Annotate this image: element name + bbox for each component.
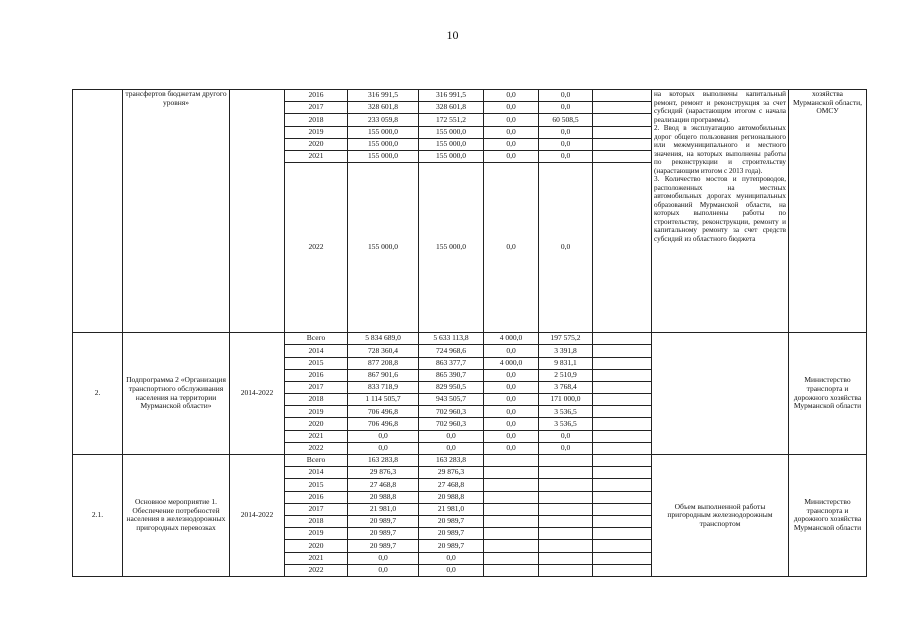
total-cell: 706 496,8: [348, 406, 419, 418]
extra-funding-cell: [593, 406, 652, 418]
indicators-cell: [652, 333, 789, 455]
regional-budget-cell: 155 000,0: [419, 163, 484, 333]
local-budget-cell: 0,0: [539, 102, 593, 114]
extra-funding-cell: [593, 503, 652, 515]
row-number-cell: [73, 90, 123, 333]
regional-budget-cell: 163 283,8: [419, 455, 484, 467]
extra-funding-cell: [593, 552, 652, 564]
extra-funding-cell: [593, 479, 652, 491]
program-table: [72, 89, 867, 577]
federal-budget-cell: 0,0: [484, 430, 539, 442]
regional-budget-cell: 20 989,7: [419, 515, 484, 527]
local-budget-cell: [539, 455, 593, 467]
table-body: [73, 90, 867, 577]
local-budget-cell: 9 831,1: [539, 357, 593, 369]
federal-budget-cell: [484, 515, 539, 527]
total-cell: 163 283,8: [348, 455, 419, 467]
total-cell: 328 601,8: [348, 102, 419, 114]
total-cell: 21 981,0: [348, 503, 419, 515]
year-cell: 2016: [285, 369, 348, 381]
regional-budget-cell: 943 505,7: [419, 394, 484, 406]
year-cell: 2021: [285, 552, 348, 564]
measure-name-cell: трансфертов бюджетам другого уровня»: [123, 90, 230, 333]
regional-budget-cell: 702 960,3: [419, 418, 484, 430]
local-budget-cell: 0,0: [539, 138, 593, 150]
extra-funding-cell: [593, 114, 652, 126]
year-cell: Всего: [285, 333, 348, 345]
local-budget-cell: [539, 467, 593, 479]
year-cell: 2020: [285, 418, 348, 430]
local-budget-cell: 0,0: [539, 163, 593, 333]
extra-funding-cell: [593, 455, 652, 467]
extra-funding-cell: [593, 430, 652, 442]
local-budget-cell: [539, 503, 593, 515]
local-budget-cell: 3 391,8: [539, 345, 593, 357]
extra-funding-cell: [593, 126, 652, 138]
total-cell: 27 468,8: [348, 479, 419, 491]
table-row: [73, 333, 867, 345]
year-cell: 2019: [285, 406, 348, 418]
total-cell: 155 000,0: [348, 126, 419, 138]
extra-funding-cell: [593, 150, 652, 162]
year-cell: 2021: [285, 150, 348, 162]
year-cell: 2017: [285, 381, 348, 393]
federal-budget-cell: 0,0: [484, 406, 539, 418]
year-cell: 2017: [285, 102, 348, 114]
extra-funding-cell: [593, 564, 652, 576]
regional-budget-cell: 155 000,0: [419, 126, 484, 138]
total-cell: 0,0: [348, 552, 419, 564]
regional-budget-cell: 172 551,2: [419, 114, 484, 126]
total-cell: 0,0: [348, 442, 419, 454]
federal-budget-cell: [484, 479, 539, 491]
federal-budget-cell: 0,0: [484, 150, 539, 162]
local-budget-cell: 2 510,9: [539, 369, 593, 381]
extra-funding-cell: [593, 357, 652, 369]
total-cell: 20 988,8: [348, 491, 419, 503]
total-cell: 29 876,3: [348, 467, 419, 479]
regional-budget-cell: 155 000,0: [419, 150, 484, 162]
regional-budget-cell: 20 988,8: [419, 491, 484, 503]
year-cell: 2018: [285, 114, 348, 126]
local-budget-cell: [539, 515, 593, 527]
extra-funding-cell: [593, 369, 652, 381]
federal-budget-cell: [484, 564, 539, 576]
regional-budget-cell: 155 000,0: [419, 138, 484, 150]
extra-funding-cell: [593, 394, 652, 406]
federal-budget-cell: 0,0: [484, 418, 539, 430]
year-cell: 2022: [285, 442, 348, 454]
regional-budget-cell: 20 989,7: [419, 528, 484, 540]
indicators-cell: на которых выполнены капитальный ремонт, ремонт и реконструкция за счет субсидий (нарастающим итогом с начала реализации программы). 2. Ввод в эксплуатацию автомобильных дорог общего пользования регионального или межмуниципального и местного значения, на которых выполнены работы по реконструкции и строительству (нарастающим итогом с 2013 года). 3. Количество мостов и путепроводов, расположенных на местных автомобильных дорогах муниципальных образований Мурманской области, на которых выполнены работы по строительству, реконструкции, ремонту и капитальному ремонту за счет средств субсидий из областного бюджета: [652, 90, 789, 333]
year-cell: 2016: [285, 491, 348, 503]
extra-funding-cell: [593, 467, 652, 479]
extra-funding-cell: [593, 345, 652, 357]
extra-funding-cell: [593, 90, 652, 102]
extra-funding-cell: [593, 515, 652, 527]
extra-funding-cell: [593, 491, 652, 503]
regional-budget-cell: 829 950,5: [419, 381, 484, 393]
row-number-cell: 2.: [73, 333, 123, 455]
federal-budget-cell: [484, 528, 539, 540]
federal-budget-cell: 0,0: [484, 369, 539, 381]
year-cell: 2019: [285, 528, 348, 540]
extra-funding-cell: [593, 163, 652, 333]
extra-funding-cell: [593, 418, 652, 430]
table-row: [73, 90, 867, 102]
total-cell: 233 059,8: [348, 114, 419, 126]
regional-budget-cell: 5 633 113,8: [419, 333, 484, 345]
measure-name-cell: Подпрограмма 2 «Организация транспортного обслуживания населения на территории Мурманской области»: [123, 333, 230, 455]
local-budget-cell: [539, 564, 593, 576]
regional-budget-cell: 0,0: [419, 552, 484, 564]
federal-budget-cell: [484, 503, 539, 515]
extra-funding-cell: [593, 102, 652, 114]
local-budget-cell: [539, 491, 593, 503]
measure-name-cell: Основное мероприятие 1. Обеспечение потребностей населения в железнодорожных пригородных перевозках: [123, 455, 230, 577]
year-cell: 2022: [285, 163, 348, 333]
regional-budget-cell: 863 377,7: [419, 357, 484, 369]
year-cell: 2014: [285, 467, 348, 479]
executor-cell: хозяйства Мурманской области, ОМСУ: [789, 90, 867, 333]
federal-budget-cell: 0,0: [484, 442, 539, 454]
year-cell: 2022: [285, 564, 348, 576]
federal-budget-cell: [484, 552, 539, 564]
year-cell: Всего: [285, 455, 348, 467]
total-cell: 706 496,8: [348, 418, 419, 430]
period-cell: 2014-2022: [230, 333, 285, 455]
federal-budget-cell: 0,0: [484, 102, 539, 114]
regional-budget-cell: 0,0: [419, 430, 484, 442]
year-cell: 2017: [285, 503, 348, 515]
page-number: 10: [446, 28, 459, 42]
total-cell: 20 989,7: [348, 515, 419, 527]
regional-budget-cell: 0,0: [419, 442, 484, 454]
row-number-cell: 2.1.: [73, 455, 123, 577]
federal-budget-cell: 4 000,0: [484, 333, 539, 345]
federal-budget-cell: 0,0: [484, 126, 539, 138]
federal-budget-cell: [484, 491, 539, 503]
regional-budget-cell: 316 991,5: [419, 90, 484, 102]
local-budget-cell: [539, 528, 593, 540]
local-budget-cell: 0,0: [539, 430, 593, 442]
federal-budget-cell: 0,0: [484, 138, 539, 150]
year-cell: 2021: [285, 430, 348, 442]
year-cell: 2015: [285, 479, 348, 491]
regional-budget-cell: 29 876,3: [419, 467, 484, 479]
year-cell: 2020: [285, 138, 348, 150]
local-budget-cell: [539, 552, 593, 564]
total-cell: 1 114 505,7: [348, 394, 419, 406]
federal-budget-cell: [484, 467, 539, 479]
total-cell: 728 360,4: [348, 345, 419, 357]
local-budget-cell: 3 536,5: [539, 418, 593, 430]
local-budget-cell: 3 536,5: [539, 406, 593, 418]
regional-budget-cell: 724 968,6: [419, 345, 484, 357]
regional-budget-cell: 21 981,0: [419, 503, 484, 515]
federal-budget-cell: 0,0: [484, 114, 539, 126]
total-cell: 316 991,5: [348, 90, 419, 102]
total-cell: 0,0: [348, 564, 419, 576]
total-cell: 155 000,0: [348, 138, 419, 150]
local-budget-cell: 0,0: [539, 126, 593, 138]
extra-funding-cell: [593, 333, 652, 345]
total-cell: 20 989,7: [348, 540, 419, 552]
total-cell: 20 989,7: [348, 528, 419, 540]
federal-budget-cell: [484, 455, 539, 467]
total-cell: 5 834 689,0: [348, 333, 419, 345]
federal-budget-cell: 0,0: [484, 163, 539, 333]
year-cell: 2019: [285, 126, 348, 138]
year-cell: 2016: [285, 90, 348, 102]
local-budget-cell: 0,0: [539, 90, 593, 102]
total-cell: 867 901,6: [348, 369, 419, 381]
regional-budget-cell: 27 468,8: [419, 479, 484, 491]
local-budget-cell: 0,0: [539, 442, 593, 454]
local-budget-cell: [539, 540, 593, 552]
regional-budget-cell: 702 960,3: [419, 406, 484, 418]
local-budget-cell: 197 575,2: [539, 333, 593, 345]
year-cell: 2015: [285, 357, 348, 369]
regional-budget-cell: 865 390,7: [419, 369, 484, 381]
table-row: [73, 455, 867, 467]
total-cell: 833 718,9: [348, 381, 419, 393]
executor-cell: Министерство транспорта и дорожного хозяйства Мурманской области: [789, 333, 867, 455]
extra-funding-cell: [593, 540, 652, 552]
year-cell: 2020: [285, 540, 348, 552]
extra-funding-cell: [593, 442, 652, 454]
indicators-cell: Объем выполненной работы пригородным железнодорожным транспортом: [652, 455, 789, 577]
federal-budget-cell: 0,0: [484, 394, 539, 406]
extra-funding-cell: [593, 528, 652, 540]
local-budget-cell: [539, 479, 593, 491]
period-cell: 2014-2022: [230, 455, 285, 577]
regional-budget-cell: 20 989,7: [419, 540, 484, 552]
extra-funding-cell: [593, 138, 652, 150]
year-cell: 2014: [285, 345, 348, 357]
period-cell: [230, 90, 285, 333]
executor-cell: Министерство транспорта и дорожного хозяйства Мурманской области: [789, 455, 867, 577]
federal-budget-cell: 0,0: [484, 381, 539, 393]
extra-funding-cell: [593, 381, 652, 393]
federal-budget-cell: 0,0: [484, 90, 539, 102]
federal-budget-cell: 4 000,0: [484, 357, 539, 369]
total-cell: 155 000,0: [348, 150, 419, 162]
federal-budget-cell: [484, 540, 539, 552]
local-budget-cell: 3 768,4: [539, 381, 593, 393]
federal-budget-cell: 0,0: [484, 345, 539, 357]
local-budget-cell: 60 508,5: [539, 114, 593, 126]
year-cell: 2018: [285, 515, 348, 527]
local-budget-cell: 171 000,0: [539, 394, 593, 406]
regional-budget-cell: 328 601,8: [419, 102, 484, 114]
total-cell: 877 208,8: [348, 357, 419, 369]
total-cell: 0,0: [348, 430, 419, 442]
regional-budget-cell: 0,0: [419, 564, 484, 576]
total-cell: 155 000,0: [348, 163, 419, 333]
local-budget-cell: 0,0: [539, 150, 593, 162]
year-cell: 2018: [285, 394, 348, 406]
